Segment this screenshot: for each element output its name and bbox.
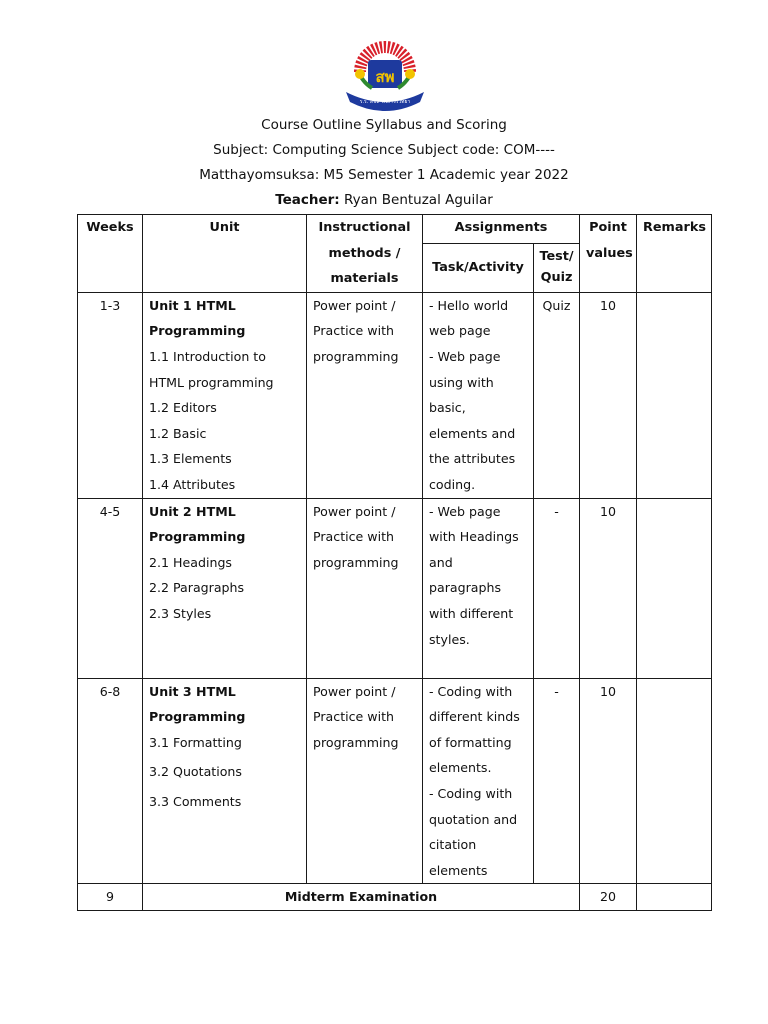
header-row-1 xyxy=(78,215,712,244)
task-cell: - Coding with different kinds of formatting elements. - Coding with quotation and citation elements xyxy=(423,678,534,884)
logo-caption: ร.ร. สิชล โพธาวรวิทยา xyxy=(359,99,411,105)
points-cell: 20 xyxy=(580,884,637,911)
midterm-label: Midterm Examination xyxy=(143,884,580,911)
unit-cell: Unit 3 HTML Programming 3.1 Formatting 3.2 Quotations 3.3 Comments xyxy=(143,678,307,884)
assignments-header: Assignments xyxy=(423,215,580,244)
test-cell: - xyxy=(534,498,580,678)
table-row xyxy=(78,498,712,678)
weeks-header: Weeks xyxy=(78,215,143,293)
unit-header: Unit xyxy=(143,215,307,293)
table-row xyxy=(78,292,712,498)
midterm-row xyxy=(78,884,712,911)
points-cell: 10 xyxy=(580,292,637,498)
weeks-cell: 9 xyxy=(78,884,143,911)
subject-line: Subject: Computing Science Subject code: COM---- xyxy=(213,142,555,158)
test-cell: - xyxy=(534,678,580,884)
school-logo xyxy=(340,36,430,112)
methods-header: Instructional methods / materials xyxy=(307,215,423,293)
level-line: Matthayomsuksa: M5 Semester 1 Academic year 2022 xyxy=(199,167,569,183)
teacher-name: Ryan Bentuzal Aguilar xyxy=(344,192,493,208)
points-cell: 10 xyxy=(580,678,637,884)
test-cell: Quiz xyxy=(534,292,580,498)
methods-cell: Power point / Practice with programming xyxy=(307,678,423,884)
task-cell: - Hello world web page - Web page using with basic, elements and the attributes coding. xyxy=(423,292,534,498)
task-cell: - Web page with Headings and paragraphs with different styles. xyxy=(423,498,534,678)
table-row xyxy=(78,678,712,884)
syllabus-table xyxy=(77,214,712,911)
teacher-label: Teacher: xyxy=(275,192,340,208)
points-cell: 10 xyxy=(580,498,637,678)
logo-initials: สพ xyxy=(375,68,395,86)
teacher-line xyxy=(0,190,768,210)
weeks-cell: 6-8 xyxy=(78,678,143,884)
unit-cell: Unit 1 HTML Programming 1.1 Introduction to HTML programming 1.2 Editors 1.2 Basic 1.3 Elements 1.4 Attributes xyxy=(143,292,307,498)
weeks-cell: 1-3 xyxy=(78,292,143,498)
remarks-cell xyxy=(637,884,712,911)
methods-cell: Power point / Practice with programming xyxy=(307,498,423,678)
methods-cell: Power point / Practice with programming xyxy=(307,292,423,498)
document-title: Course Outline Syllabus and Scoring xyxy=(261,117,507,133)
remarks-cell xyxy=(637,498,712,678)
unit-cell: Unit 2 HTML Programming 2.1 Headings 2.2 Paragraphs 2.3 Styles xyxy=(143,498,307,678)
remarks-header: Remarks xyxy=(637,215,712,293)
remarks-cell xyxy=(637,678,712,884)
task-activity-header: Task/Activity xyxy=(423,243,534,292)
remarks-cell xyxy=(637,292,712,498)
test-quiz-header: Test/ Quiz xyxy=(534,243,580,292)
points-header: Point values xyxy=(580,215,637,293)
weeks-cell: 4-5 xyxy=(78,498,143,678)
